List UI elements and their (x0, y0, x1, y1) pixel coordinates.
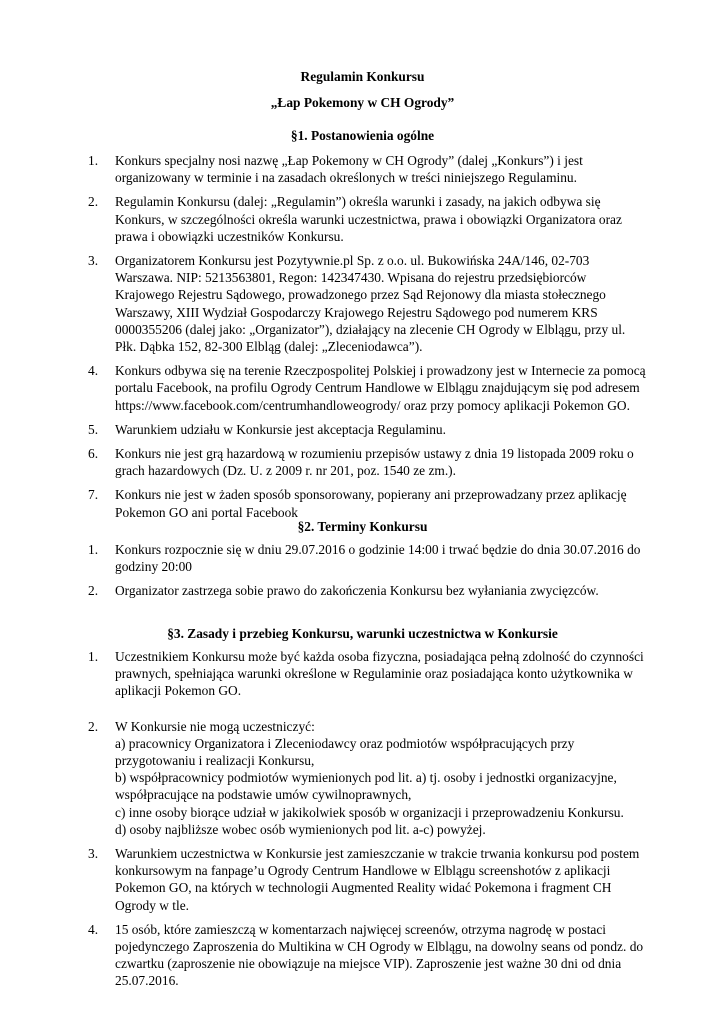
item-text: Konkurs odbywa się na terenie Rzeczpospolitej Polskiej i prowadzony jest w Internecie za pomocą portalu Facebook, na profilu Ogrody Centrum Handlowe w Elblągu znajdującym się pod adresem https://www.facebook.com/centrumhandloweogrody/ oraz przy pomocy aplikacji Pokemon GO. (115, 363, 646, 413)
list-item (88, 445, 648, 479)
list-item (88, 921, 648, 990)
item-number: 3. (88, 846, 99, 862)
list-item (88, 252, 648, 355)
item-number: 4. (88, 921, 99, 937)
list-item (88, 152, 648, 186)
list-item (88, 486, 648, 520)
item-text: Konkurs specjalny nosi nazwę „Łap Pokemony w CH Ogrody” (dalej „Konkurs”) i jest organizowany w terminie i na zasadach określonych w treści niniejszego Regulaminu. (115, 153, 583, 186)
section-2-list (88, 541, 648, 607)
contest-name: „Łap Pokemony w CH Ogrody” (270, 95, 455, 110)
item-number: 3. (88, 253, 99, 269)
item-number: 6. (88, 446, 99, 462)
item-number: 4. (88, 363, 99, 379)
item-number: 2. (88, 194, 99, 210)
item-text: Konkurs rozpocznie się w dniu 29.07.2016 o godzinie 14:00 i trwać będzie do dnia 30.07.2016 do godziny 20:00 (115, 542, 641, 575)
list-item (88, 845, 648, 914)
item-number: 1. (88, 153, 99, 168)
section-3-list (88, 648, 648, 997)
list-item (88, 362, 648, 414)
list-item (88, 648, 648, 700)
section-1-list (88, 152, 648, 528)
document-title: Regulamin Konkursu (300, 69, 425, 84)
sub-item: a) pracownicy Organizatora i Zleceniodawcy oraz podmiotów współpracujących przy przygotowaniu i realizacji Konkursu, (115, 735, 575, 769)
item-text: Warunkiem udziału w Konkursie jest akceptacja Regulaminu. (115, 421, 446, 437)
list-item (88, 421, 648, 438)
section-1-heading: §1. Postanowienia ogólne (290, 128, 435, 143)
list-item (88, 718, 648, 838)
item-number: 7. (88, 487, 99, 503)
item-text: Regulamin Konkursu (dalej: „Regulamin”) określa warunki i zasady, na jakich odbywa się Konkurs, w szczególności określa warunki uczestnictwa, prawa i obowiązki Organizatora oraz prawa i obowiązki uczestników Konkursu. (115, 194, 622, 244)
item-number: 1. (88, 542, 99, 557)
item-text: Konkurs nie jest grą hazardową w rozumieniu przepisów ustawy z dnia 19 listopada 2009 roku o grach hazardowych (Dz. U. z 2009 r. nr 201, poz. 1540 ze zm.). (115, 446, 634, 479)
item-text: Organizatorem Konkursu jest Pozytywnie.pl Sp. z o.o. ul. Bukowińska 24A/146, 02-703 Warszawa. NIP: 5213563801, Regon: 142347430. Wpisana do rejestru przedsiębiorców Krajowego Rejestru Sądowego, prowadzonego przez Sąd Rejonowy dla miasta stołecznego Warszawy, XIII Wydział Gospodarczy Krajowego Rejestru Sądowego pod numerem KRS 0000355206 (dalej jako: „Organizator”), działający na zlecenie CH Ogrody w Elblągu, przy ul. Płk. Dąbka 152, 82-300 Elbląg (dalej: „Zleceniodawca”). (115, 253, 626, 355)
item-number: 2. (88, 583, 99, 599)
section-2-heading: §2. Terminy Konkursu (297, 519, 428, 534)
item-number: 5. (88, 421, 99, 437)
sub-item: b) współpracownicy podmiotów wymienionych pod lit. a) tj. osoby i jednostki organizacyjne, współpracujące na podstawie umów cywilnoprawnych, (115, 770, 617, 803)
item-number: 2. (88, 718, 99, 734)
sub-item: c) inne osoby biorące udział w jakikolwiek sposób w organizacji i przeprowadzeniu Konkursu. (115, 804, 624, 820)
sub-item: d) osoby najbliższe wobec osób wymienionych pod lit. a-c) powyżej. (115, 821, 486, 837)
item-text: Organizator zastrzega sobie prawo do zakończenia Konkursu bez wyłaniania zwycięzców. (115, 583, 599, 599)
list-item (88, 582, 648, 599)
item-number: 1. (88, 649, 99, 664)
item-text: Konkurs nie jest w żaden sposób sponsorowany, popierany ani przeprowadzany przez aplikację Pokemon GO ani portal Facebook (115, 487, 627, 520)
section-3-heading: §3. Zasady i przebieg Konkursu, warunki uczestnictwa w Konkursie (167, 626, 558, 641)
item-text: 15 osób, które zamieszczą w komentarzach najwięcej screenów, otrzyma nagrodę w postaci pojedynczego Zaproszenia do Multikina w CH Ogrody w Elblągu, na dowolny seans od pondz. do czwartku (zaproszenie nie obowiązuje na miejsce VIP). Zaproszenie jest ważne 30 dni od dnia 25.07.2016. (115, 921, 644, 989)
item-text: W Konkursie nie mogą uczestniczyć: (115, 718, 315, 734)
item-text: Uczestnikiem Konkursu może być każda osoba fizyczna, posiadająca pełną zdolność do czynności prawnych, spełniająca warunki określone w Regulaminie oraz posiadająca konto użytkownika w aplikacji Pokemon GO. (115, 649, 644, 699)
list-item (88, 193, 648, 245)
item-text: Warunkiem uczestnictwa w Konkursie jest zamieszczanie w trakcie trwania konkursu pod postem konkursowym na fanpage’u Ogrody Centrum Handlowe w Elblągu screenshotów z aplikacji Pokemon GO, na których w technologii Augmented Reality widać Pokemona i fragment CH Ogrody w tle. (115, 846, 640, 913)
list-item (88, 541, 648, 575)
